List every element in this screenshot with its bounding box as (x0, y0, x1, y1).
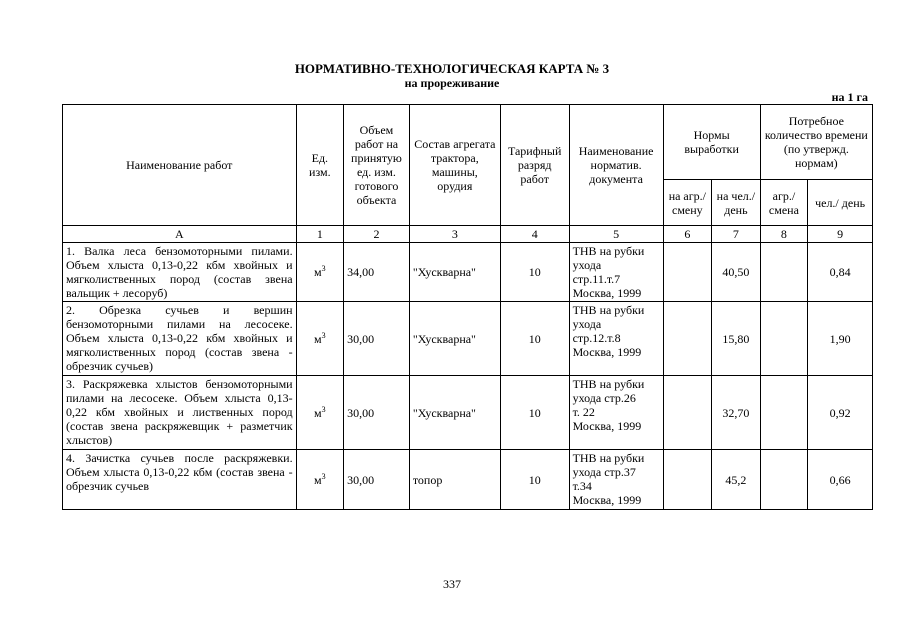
aggregate-cell: "Хускварна" (409, 243, 500, 302)
area-unit-label: на 1 га (831, 90, 868, 104)
volume-cell: 34,00 (344, 243, 410, 302)
index-cell: 3 (409, 226, 500, 243)
work-name-cell: 3. Раскряжевка хлыстов бензомоторными пилами на лесосеке. Объем хлыста 0,13-0,22 кбм хвойных и лиственных пород (состав звена раскряжевщик + разметчик хлыстов) (63, 376, 297, 450)
col-header-norms-agr: на агр./ смену (663, 180, 712, 226)
norm-man-cell: 40,50 (712, 243, 761, 302)
work-name-cell: 1. Валка леса бензомоторными пилами. Объем хлыста 0,13-0,22 кбм хвойных и мягколиственных пород (состав звена вальщик + лесоруб) (63, 243, 297, 302)
grade-cell: 10 (500, 243, 569, 302)
col-header-aggregate: Состав агрегата трактора, машины, орудия (409, 105, 500, 226)
work-name-cell: 4. Зачистка сучьев после раскряжевки. Объем хлыста 0,13-0,22 кбм (состав звена - обрезчик сучьев (63, 450, 297, 510)
col-header-doc: Наименование норматив. документа (569, 105, 663, 226)
col-header-need-man: чел./ день (808, 180, 873, 226)
aggregate-cell: "Хускварна" (409, 302, 500, 376)
index-cell: 6 (663, 226, 712, 243)
unit-cell: $м^3$ (296, 376, 344, 450)
doc-cell: ТНВ на рубки ухода стр.37 т.34 Москва, 1999 (569, 450, 663, 510)
index-cell: 9 (808, 226, 873, 243)
norm-agr-cell (663, 450, 712, 510)
aggregate-cell: топор (409, 450, 500, 510)
col-header-unit: Ед. изм. (296, 105, 344, 226)
unit-cell: $м^3$ (296, 450, 344, 510)
need-man-cell: 0,84 (808, 243, 873, 302)
index-cell: 4 (500, 226, 569, 243)
index-cell: А (63, 226, 297, 243)
index-cell: 8 (760, 226, 808, 243)
table-row (63, 302, 873, 376)
col-header-norms-man: на чел./ день (712, 180, 761, 226)
need-agr-cell (760, 243, 808, 302)
work-name-cell: 2. Обрезка сучьев и вершин бензомоторными пилами на лесосеке. Объем хлыста 0,13-0,22 кбм хвойных и мягколиственных пород (состав звена - обрезчик сучьев) (63, 302, 297, 376)
unit-cell: $м^3$ (296, 302, 344, 376)
need-man-cell: 1,90 (808, 302, 873, 376)
index-cell: 5 (569, 226, 663, 243)
norm-man-cell: 15,80 (712, 302, 761, 376)
grade-cell: 10 (500, 376, 569, 450)
doc-cell: ТНВ на рубки ухода стр.26 т. 22 Москва, 1999 (569, 376, 663, 450)
card-title: НОРМАТИВНО-ТЕХНОЛОГИЧЕСКАЯ КАРТА № 3 (294, 61, 610, 76)
page-number: 337 (443, 577, 461, 591)
table-row (63, 376, 873, 450)
doc-cell: ТНВ на рубки ухода стр.12.т.8 Москва, 1999 (569, 302, 663, 376)
col-header-need-agr: агр./ смена (760, 180, 808, 226)
col-header-grade: Тарифный разряд работ (500, 105, 569, 226)
header-row-1 (63, 105, 873, 180)
need-agr-cell (760, 376, 808, 450)
volume-cell: 30,00 (344, 376, 410, 450)
table-row (63, 450, 873, 510)
unit-cell: $м^3$ (296, 243, 344, 302)
norm-agr-cell (663, 376, 712, 450)
doc-cell: ТНВ на рубки ухода стр.11.т.7 Москва, 1999 (569, 243, 663, 302)
volume-cell: 30,00 (344, 450, 410, 510)
index-cell: 7 (712, 226, 761, 243)
norms-table (62, 104, 873, 510)
volume-cell: 30,00 (344, 302, 410, 376)
card-subtitle: на прореживание (404, 76, 500, 90)
index-row (63, 226, 873, 243)
col-header-norms: Нормы выработки (663, 105, 760, 180)
index-cell: 1 (296, 226, 344, 243)
grade-cell: 10 (500, 302, 569, 376)
col-header-need: Потребное количество времени (по утвержд. нормам) (760, 105, 872, 180)
norm-man-cell: 32,70 (712, 376, 761, 450)
need-agr-cell (760, 302, 808, 376)
norm-man-cell: 45,2 (712, 450, 761, 510)
grade-cell: 10 (500, 450, 569, 510)
need-man-cell: 0,92 (808, 376, 873, 450)
need-man-cell: 0,66 (808, 450, 873, 510)
norm-agr-cell (663, 302, 712, 376)
aggregate-cell: "Хускварна" (409, 376, 500, 450)
col-header-volume: Объем работ на принятую ед. изм. готового объекта (344, 105, 410, 226)
col-header-name: Наименование работ (63, 105, 297, 226)
norm-agr-cell (663, 243, 712, 302)
table-row (63, 243, 873, 302)
index-cell: 2 (344, 226, 410, 243)
need-agr-cell (760, 450, 808, 510)
